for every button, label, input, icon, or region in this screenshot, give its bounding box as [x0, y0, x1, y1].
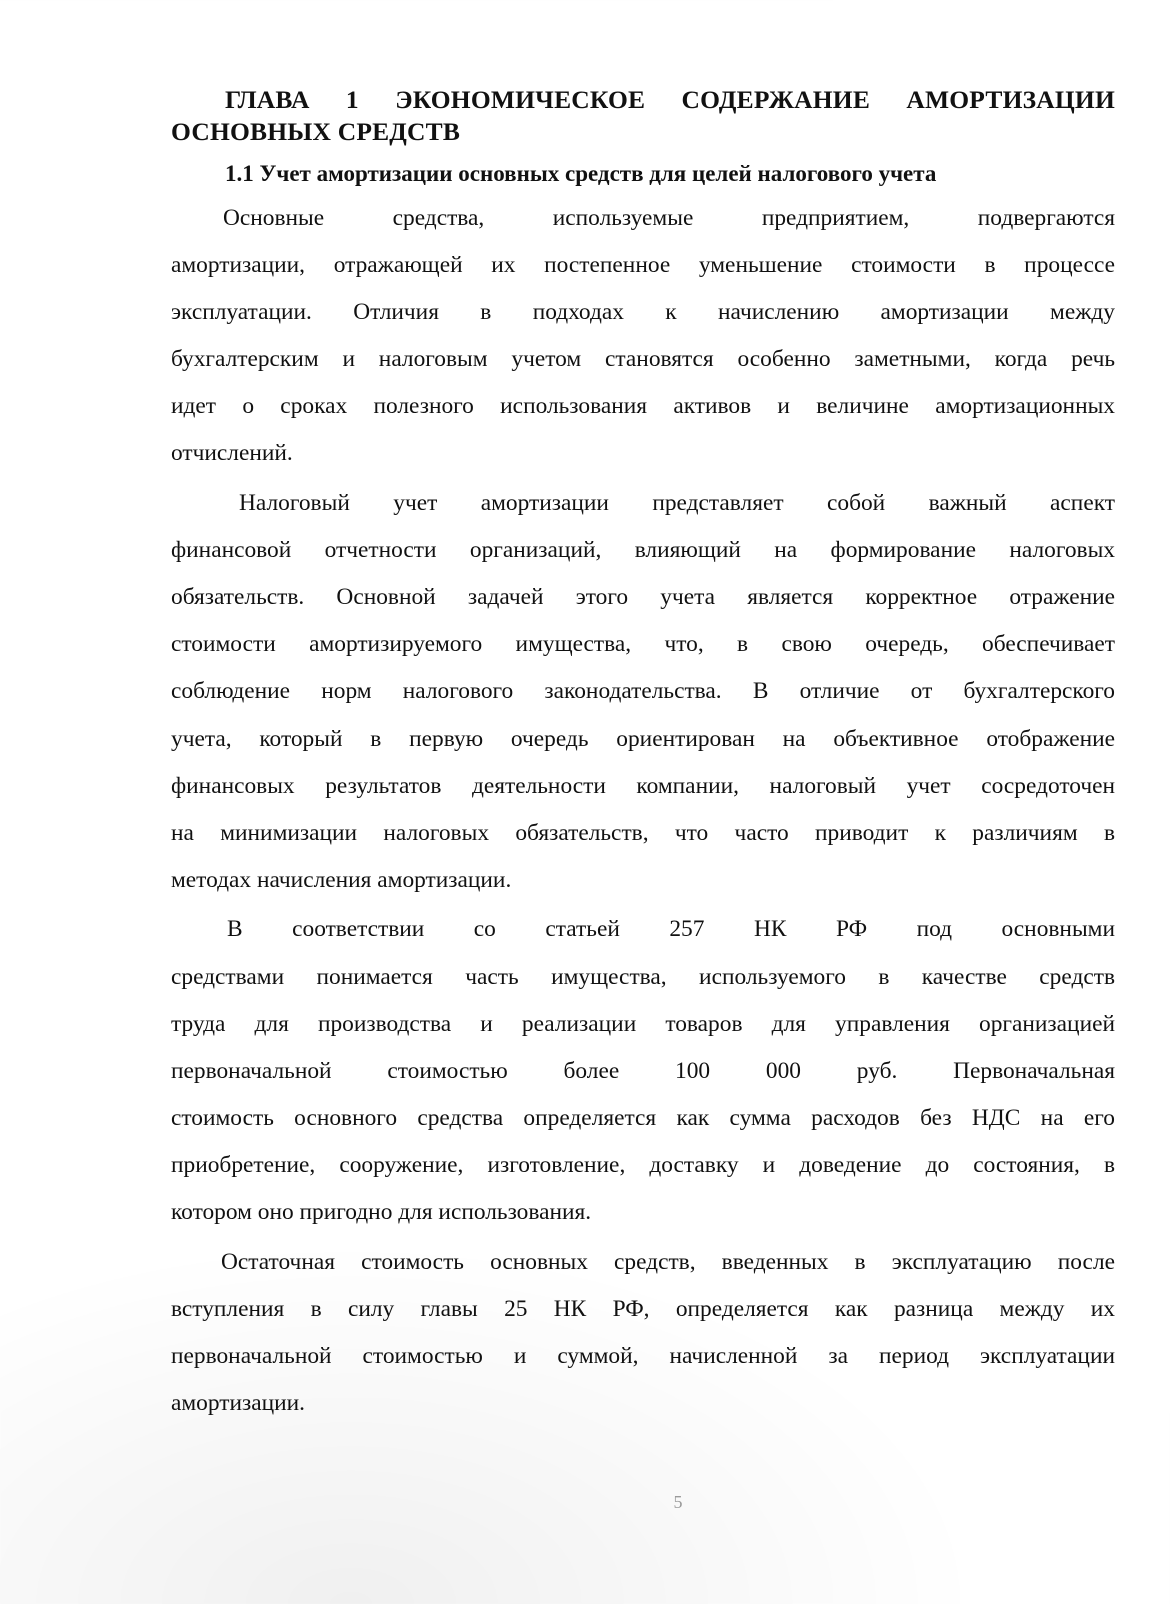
paragraph-line: идет о сроках полезного использования активов и величине амортизационных: [171, 393, 1115, 420]
paragraph-line: В соответствии со статьей 257 НК РФ под основными: [227, 916, 1115, 943]
chapter-title-line: ГЛАВА 1 ЭКОНОМИЧЕСКОЕ СОДЕРЖАНИЕ АМОРТИЗАЦИИ: [225, 85, 1115, 114]
chapter-title: [171, 84, 1115, 148]
section-title: 1.1 Учет амортизации основных средств для целей налогового учета: [225, 160, 937, 186]
paragraph-line: финансовых результатов деятельности компании, налоговый учет сосредоточен: [171, 772, 1115, 799]
paragraph-line: стоимость основного средства определяется как сумма расходов без НДС на его: [171, 1105, 1115, 1132]
paragraph: [171, 1239, 1115, 1428]
paragraph-line: отчислений.: [171, 440, 293, 467]
paragraph-line: обязательств. Основной задачей этого учета является корректное отражение: [171, 584, 1115, 610]
paragraph-line: котором оно пригодно для использования.: [171, 1199, 592, 1226]
paragraph-line: соблюдение норм налогового законодательства. В отличие от бухгалтерского: [171, 678, 1115, 705]
paragraph-line: методах начисления амортизации.: [171, 867, 512, 894]
page-number: 5: [673, 1492, 683, 1512]
paragraph-line: бухгалтерским и налоговым учетом становятся особенно заметными, когда речь: [171, 346, 1115, 373]
paragraph-line: первоначальной стоимостью и суммой, начисленной за период эксплуатации: [171, 1343, 1115, 1369]
paragraph-line: амортизации.: [171, 1390, 306, 1417]
paragraph-line: стоимости амортизируемого имущества, что, в свою очередь, обеспечивает: [171, 631, 1115, 658]
chapter-title-line: ОСНОВНЫХ СРЕДСТВ: [171, 116, 461, 146]
paragraph: [171, 195, 1115, 478]
paragraph-line: труда для производства и реализации товаров для управления организацией: [171, 1010, 1115, 1037]
paragraph-line: учета, который в первую очередь ориентирован на объективное отображение: [171, 725, 1115, 752]
paragraph-line: Налоговый учет амортизации представляет собой важный аспект: [239, 489, 1115, 516]
paragraph-line: Основные средства, используемые предприятием, подвергаются: [223, 204, 1115, 231]
paragraph-line: финансовой отчетности организаций, влияющий на формирование налоговых: [171, 536, 1115, 563]
paragraph-line: эксплуатации. Отличия в подходах к начислению амортизации между: [171, 298, 1115, 325]
paragraph-line: средствами понимается часть имущества, используемого в качестве средств: [171, 963, 1115, 990]
paragraph-line: амортизации, отражающей их постепенное уменьшение стоимости в процессе: [171, 251, 1115, 278]
document-page: [171, 84, 1115, 1427]
paragraph-line: на минимизации налоговых обязательств, что часто приводит к различиям в: [171, 819, 1115, 846]
paragraph-line: Остаточная стоимость основных средств, введенных в эксплуатацию после: [221, 1248, 1115, 1275]
paragraph-line: приобретение, сооружение, изготовление, доставку и доведение до состояния, в: [171, 1152, 1115, 1179]
paragraph-line: первоначальной стоимостью более 100 000 руб. Первоначальная: [171, 1057, 1115, 1084]
paragraph: [171, 906, 1115, 1236]
paragraph: [171, 480, 1115, 905]
paragraph-line: вступления в силу главы 25 НК РФ, определяется как разница между их: [171, 1295, 1115, 1322]
